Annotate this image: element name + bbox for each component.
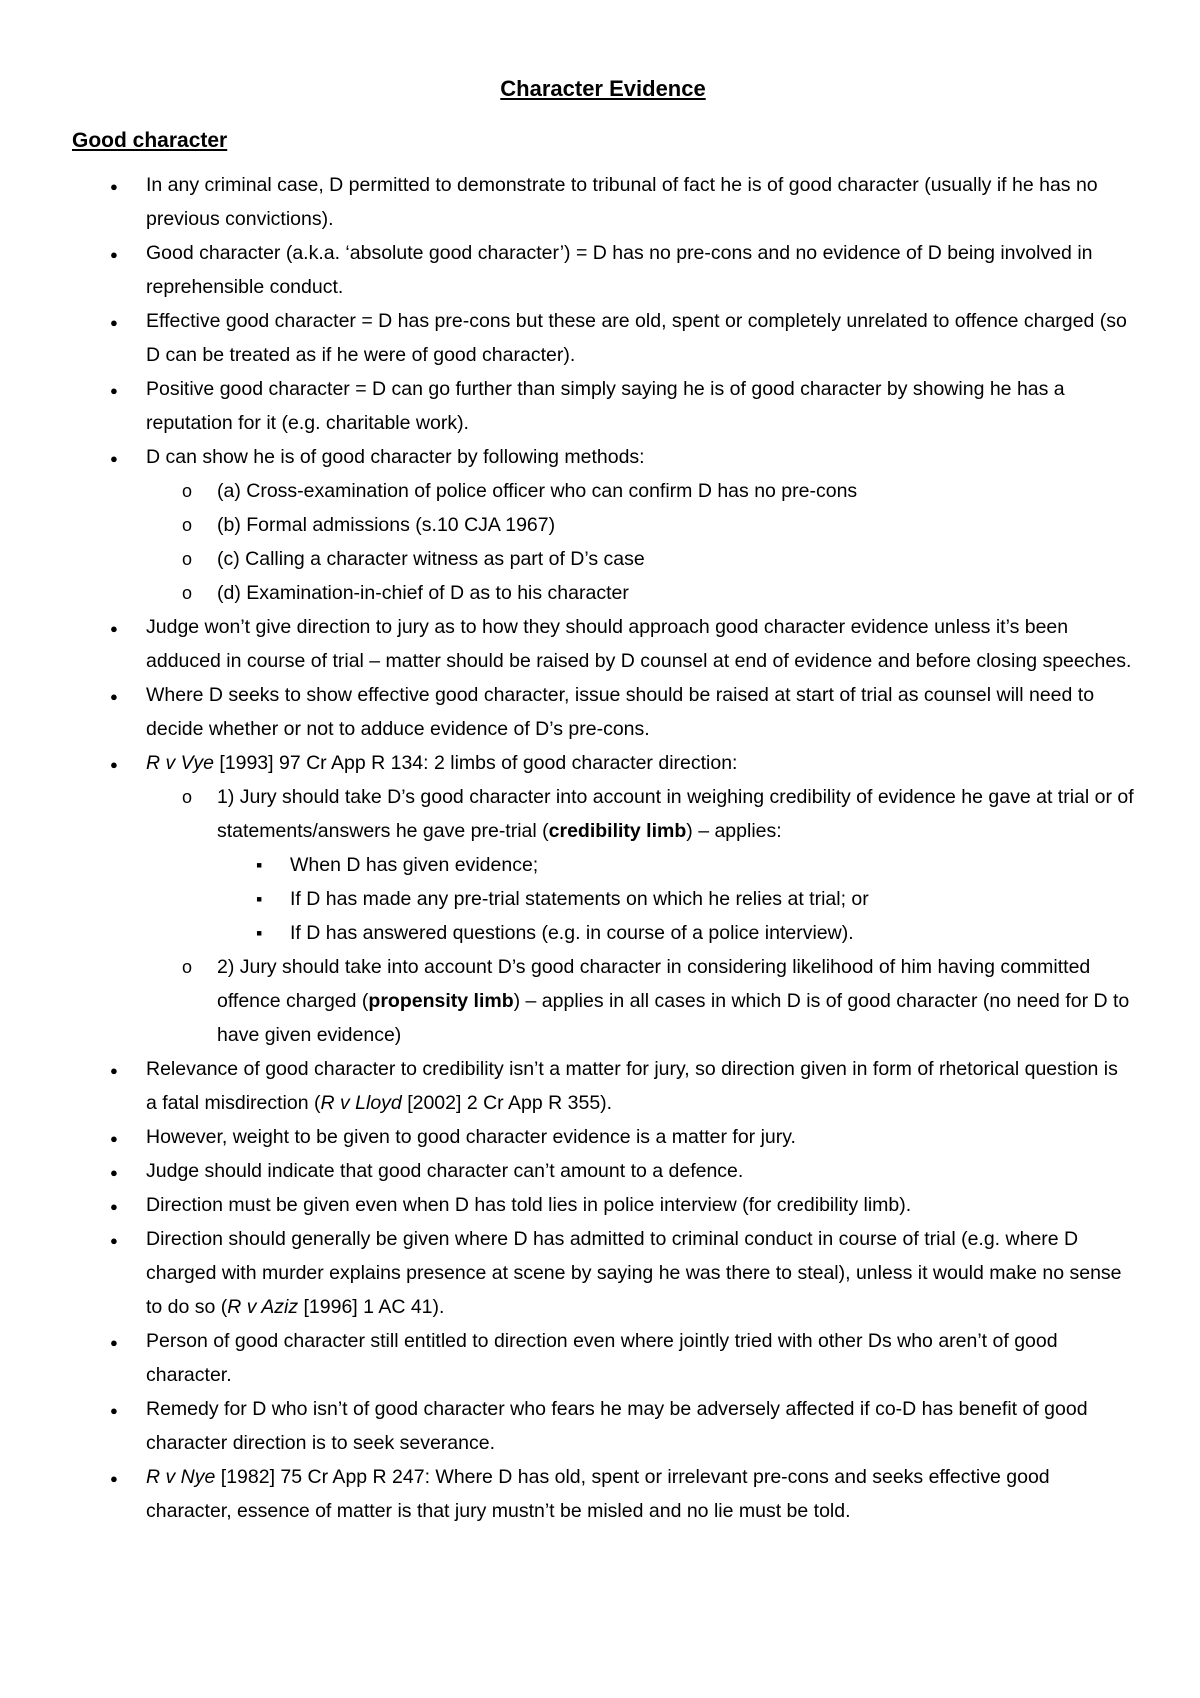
limb-label: propensity limb bbox=[368, 990, 514, 1012]
section-heading: Good character bbox=[72, 129, 228, 152]
bullet-icon bbox=[110, 746, 118, 782]
bullet-icon bbox=[110, 1120, 118, 1156]
sub-list-item: o (a) Cross-examination of police officer who can confirm D has no pre-cons bbox=[72, 474, 1134, 508]
square-bullet-icon bbox=[256, 882, 262, 918]
list-item: ● D can show he is of good character by following methods: o (a) Cross-examination of police officer who can confirm D has no pre-cons o (b) Formal admissions (s.10 CJA 1967) o (c) Calling a character witness as part of D’s case o (d) Examination-in-chief of D as to his character bbox=[72, 440, 1134, 610]
list-item: ● Direction must be given even when D has told lies in police interview (for credibility limb). bbox=[72, 1188, 1134, 1222]
bullet-icon bbox=[110, 1222, 118, 1258]
sub-sub-list-item: ▪ When D has given evidence; bbox=[72, 848, 1134, 882]
bullet-icon bbox=[110, 168, 118, 204]
list-item: ● In any criminal case, D permitted to demonstrate to tribunal of fact he is of good character (usually if he has no previous convictions). bbox=[72, 168, 1134, 236]
square-bullet-icon bbox=[256, 916, 262, 952]
sub-sub-list bbox=[217, 848, 1134, 950]
list-item: ● R v Nye [1982] 75 Cr App R 247: Where D has old, spent or irrelevant pre-cons and seeks effective good character, essence of matter is that jury mustn’t be misled and no lie must be told. bbox=[72, 1460, 1134, 1528]
list-item: ● Effective good character = D has pre-cons but these are old, spent or completely unrelated to offence charged (so D can be treated as if he were of good character). bbox=[72, 304, 1134, 372]
bullet-icon bbox=[110, 440, 118, 476]
case-name: R v Lloyd bbox=[320, 1092, 402, 1114]
sub-list-limbs bbox=[146, 780, 1134, 1052]
bullet-icon bbox=[110, 1392, 118, 1428]
circle-bullet-icon bbox=[182, 542, 192, 576]
bullet-icon bbox=[110, 1052, 118, 1088]
list-item: ● Where D seeks to show effective good character, issue should be raised at start of trial as counsel will need to decide whether or not to adduce evidence of D’s pre-cons. bbox=[72, 678, 1134, 746]
bullet-list bbox=[72, 168, 1134, 1528]
bullet-icon bbox=[110, 236, 118, 272]
sub-list-item: o 2) Jury should take into account D’s good character in considering likelihood of him having committed offence charged (propensity limb) – applies in all cases in which D is of good character (no need for D to have given evidence) bbox=[72, 950, 1134, 1052]
list-item: ● Relevance of good character to credibility isn’t a matter for jury, so direction given in form of rhetorical question is a fatal misdirection (R v Lloyd [2002] 2 Cr App R 355). bbox=[72, 1052, 1134, 1120]
sub-sub-list-item: ▪ If D has made any pre-trial statements on which he relies at trial; or bbox=[72, 882, 1134, 916]
document-title: Character Evidence bbox=[500, 76, 706, 101]
circle-bullet-icon bbox=[182, 950, 192, 984]
circle-bullet-icon bbox=[182, 474, 192, 508]
square-bullet-icon bbox=[256, 848, 262, 884]
sub-list-item: o (b) Formal admissions (s.10 CJA 1967) bbox=[72, 508, 1134, 542]
bullet-icon bbox=[110, 678, 118, 714]
sub-list-methods bbox=[146, 474, 1134, 610]
list-item: ● Judge won’t give direction to jury as to how they should approach good character evidence unless it’s been adduced in course of trial – matter should be raised by D counsel at end of evidence and before closing speeches. bbox=[72, 610, 1134, 678]
list-item: ● Person of good character still entitled to direction even where jointly tried with other Ds who aren’t of good character. bbox=[72, 1324, 1134, 1392]
case-name: R v Aziz bbox=[227, 1296, 299, 1318]
bullet-icon bbox=[110, 372, 118, 408]
list-item: ● Positive good character = D can go further than simply saying he is of good character by showing he has a reputation for it (e.g. charitable work). bbox=[72, 372, 1134, 440]
list-item: ● R v Vye [1993] 97 Cr App R 134: 2 limbs of good character direction: o 1) Jury should take D’s good character into account in weighing credibility of evidence he gave at trial or of statements/answers he gave pre-trial (credibility limb) – applies: ▪ When D has given evidence; ▪ If D has made any pre-trial statements on which he relies at trial; or ▪ If D has answered questions (e.g. in course of a police interview). o 2) Jury should take into account D’s good character in considering likelihood of him having committed offence charged (propensity limb) – applies in all cases in which D is of good character (no need for D to have given evidence) bbox=[72, 746, 1134, 1052]
bullet-icon bbox=[110, 1460, 118, 1496]
case-name: R v Vye bbox=[146, 752, 214, 774]
bullet-icon bbox=[110, 610, 118, 646]
bullet-icon bbox=[110, 1324, 118, 1360]
list-item: ● Remedy for D who isn’t of good character who fears he may be adversely affected if co-D has benefit of good character direction is to seek severance. bbox=[72, 1392, 1134, 1460]
limb-label: credibility limb bbox=[548, 820, 687, 842]
circle-bullet-icon bbox=[182, 576, 192, 610]
circle-bullet-icon bbox=[182, 508, 192, 542]
circle-bullet-icon bbox=[182, 780, 192, 814]
sub-list-item: o (c) Calling a character witness as part of D’s case bbox=[72, 542, 1134, 576]
list-item: ● Judge should indicate that good character can’t amount to a defence. bbox=[72, 1154, 1134, 1188]
bullet-icon bbox=[110, 304, 118, 340]
bullet-icon bbox=[110, 1154, 118, 1190]
list-item: ● However, weight to be given to good character evidence is a matter for jury. bbox=[72, 1120, 1134, 1154]
list-item: ● Direction should generally be given where D has admitted to criminal conduct in course of trial (e.g. where D charged with murder explains presence at scene by saying he was there to steal), unless it would make no sense to do so (R v Aziz [1996] 1 AC 41). bbox=[72, 1222, 1134, 1324]
list-item: ● Good character (a.k.a. ‘absolute good character’) = D has no pre-cons and no evidence of D being involved in reprehensible conduct. bbox=[72, 236, 1134, 304]
sub-list-item: o 1) Jury should take D’s good character into account in weighing credibility of evidence he gave at trial or of statements/answers he gave pre-trial (credibility limb) – applies: ▪ When D has given evidence; ▪ If D has made any pre-trial statements on which he relies at trial; or ▪ If D has answered questions (e.g. in course of a police interview). bbox=[72, 780, 1134, 950]
sub-sub-list-item: ▪ If D has answered questions (e.g. in course of a police interview). bbox=[72, 916, 1134, 950]
bullet-icon bbox=[110, 1188, 118, 1224]
case-name: R v Nye bbox=[146, 1466, 216, 1488]
sub-list-item: o (d) Examination-in-chief of D as to his character bbox=[72, 576, 1134, 610]
